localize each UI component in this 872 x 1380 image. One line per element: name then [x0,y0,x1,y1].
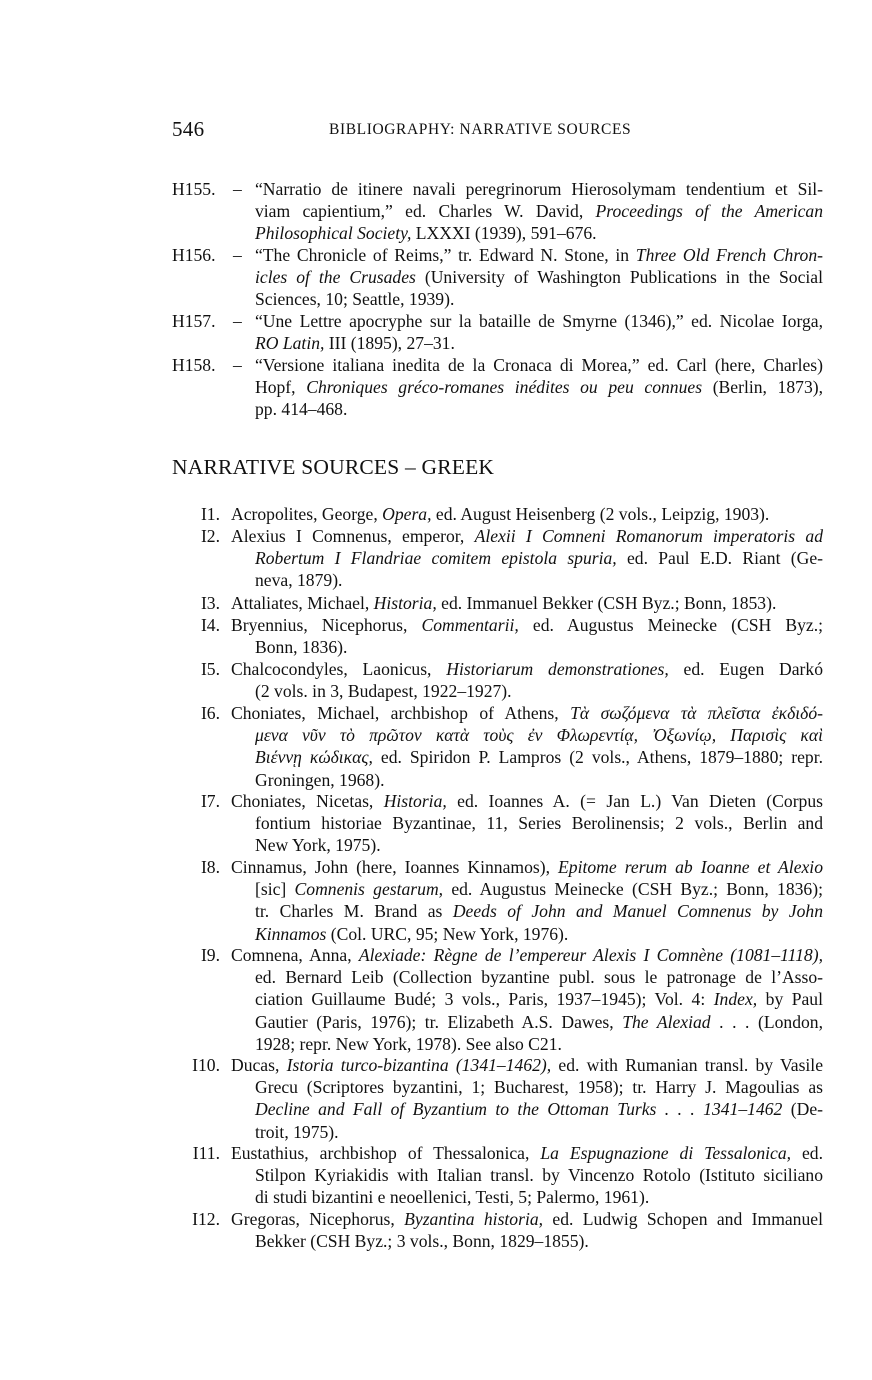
entry-text: ed. Paul E.D. Riant (Ge- [616,548,823,569]
entry-line [231,944,823,966]
entry-text: neva, 1879). [255,570,343,591]
entry-line [231,1208,823,1230]
bibliography-entry [231,1142,823,1209]
entry-line [231,878,823,900]
entry-text: 1928; repr. New York, 1978). See also C21. [255,1033,562,1054]
entry-text: Comnena, Anna, [231,945,359,965]
entry-line [231,525,823,547]
entry-text: ed. Immanuel Bekker (CSH Byz.; Bonn, 1853). [436,593,777,613]
entry-text: ed. Ludwig Schopen and Immanuel [543,1209,823,1229]
entry-text: ed. Augustus Meinecke (CSH Byz.; [518,615,823,635]
entry-text: Sciences, 10; Seattle, 1939). [255,289,455,310]
entry-line [255,376,823,398]
entry-text: ciation Guillaume Budé; 3 vols., Paris, 1937–1945); Vol. 4: [255,989,714,1010]
entry-text: LXXXI (1939), 591–676. [411,223,597,244]
entry-line [231,769,823,791]
italic-title-text: Robertum I Flandriae comitem epistola spuria, [255,548,617,569]
entry-dash: – [233,355,242,375]
entry-text: ed. Augustus Meinecke (CSH Byz.; Bonn, 1836); [443,879,823,900]
entry-text: Stilpon Kyriakidis with Italian transl. by Vincenzo Rotolo (Istituto siciliano [255,1165,823,1186]
entry-line [231,1011,823,1033]
entry-line [231,812,823,834]
entry-text: ed. Bernard Leib (Collection byzantine publ. sous le patronage de l’Asso- [255,967,823,988]
bibliography-entry [255,178,823,245]
bibliography-entry [231,503,823,525]
italic-title-text: Historia, [383,791,447,811]
italic-title-text: Istoria turco-bizantina (1341–1462), [286,1055,552,1075]
entry-text: ed. Spiridon P. Lampros (2 vols., Athens, 1879–1880; repr. [372,747,823,768]
italic-title-text: Kinnamos [255,923,327,944]
entry-line [231,900,823,922]
entry-line [255,222,823,244]
entry-text: “Une Lettre apocryphe sur la bataille de Smyrne (1346),” ed. Nicolae Iorga, [255,311,823,331]
entry-line [231,834,823,856]
entry-line [255,288,823,310]
bibliography-entry [231,702,823,791]
entry-text: Ducas, [231,1055,287,1075]
italic-title-text: Historiarum demonstrationes, [446,659,669,679]
italic-title-text: La Espugnazione di Tessalonica, [540,1143,792,1163]
entry-label: I2. [200,526,220,546]
entry-label: I8. [200,857,220,877]
entry-text: Acropolites, George, [231,504,383,524]
italic-title-text: Commentarii, [421,615,519,635]
entry-text: Chalcocondyles, Laonicus, [231,659,447,679]
italic-title-text: Proceedings of the American [595,201,823,222]
entry-line [231,1164,823,1186]
entry-line [231,1121,823,1143]
entry-line [231,636,823,658]
italic-title-text: μενα νῦν τὸ πρῶτον κατὰ τοὺς ἐν Φλωρεντίᾳ, Ὀξωνίῳ, Παρισὶς καὶ [255,725,823,746]
entry-line [231,746,823,768]
entry-line [231,547,823,569]
italic-title-text: Decline and Fall of Byzantium to the Ottoman Turks . . . 1341–1462 [255,1099,783,1120]
entry-line [231,1098,823,1120]
italic-title-text: Τὰ σωζόμενα τὰ πλεῖστα ἐκδιδό- [570,703,823,723]
entry-line [255,398,823,420]
entry-text: Groningen, 1968). [255,769,385,790]
entry-line [231,569,823,591]
entry-label: I1. [200,504,220,524]
entry-line [231,966,823,988]
entry-line [231,724,823,746]
entry-line [231,923,823,945]
entry-line [255,310,823,332]
entry-line [231,1230,823,1252]
entry-text: tr. Charles M. Brand as [255,901,453,922]
entry-text: III (1895), 27–31. [324,333,455,354]
entry-line [231,988,823,1010]
entry-text: Attaliates, Michael, [231,593,374,613]
entry-text: Gautier (Paris, 1976); tr. Elizabeth A.S. Dawes, [255,1011,623,1032]
entry-text: Alexius I Comnenus, emperor, [231,526,475,546]
italic-title-text: The Alexiad [622,1011,711,1032]
entry-line [231,1076,823,1098]
entry-text: viam capientium,” ed. Charles W. David, [255,201,596,222]
bibliography-entry [231,944,823,1055]
bibliography-entry [231,525,823,592]
entry-line [255,354,823,376]
entry-text: New York, 1975). [255,835,381,856]
entry-line [231,614,823,636]
entry-text: Eustathius, archbishop of Thessalonica, [231,1143,541,1163]
entry-line [231,702,823,724]
entry-text: Bonn, 1836). [255,637,348,658]
italic-title-text: Historia, [373,593,437,613]
italic-title-text: Opera, [382,504,432,524]
entry-line [231,503,823,525]
entry-text: Cinnamus, John (here, Ioannes Kinnamos), [231,857,559,877]
entry-text: . . . (London, [710,1011,823,1032]
italic-title-text: Three Old French Chron- [635,245,824,265]
entry-text: Gregoras, Nicephorus, [231,1209,405,1229]
bibliography-entry [255,354,823,421]
italic-title-text: Philosophical Society, [255,223,412,244]
italic-title-text: Alexii I Comneni Romanorum imperatoris ad [474,526,823,546]
italic-title-text: Alexiade: Règne de l’empereur Alexis I Comnène (1081–1118), [358,945,823,965]
bibliography-entry [255,310,823,354]
entry-text: ed. Ioannes A. (= Jan L.) Van Dieten (Corpus [446,791,823,811]
page-number: 546 [172,117,205,141]
bibliography-entry [231,1208,823,1252]
italic-title-text: Chroniques gréco-romanes inédites ou peu connues [306,377,703,398]
entry-text: “Narratio de itinere navali peregrinorum Hierosolymam tendentium et Sil- [255,179,823,199]
entry-text: ed. [791,1143,823,1163]
bibliography-entry [231,856,823,945]
bibliography-entry [231,592,823,614]
entry-text: Bekker (CSH Byz.; 3 vols., Bonn, 1829–1855). [255,1231,589,1252]
entry-text: fontium historiae Byzantinae, 11, Series Berolinensis; 2 vols., Berlin and [255,813,823,834]
entry-line [231,680,823,702]
entry-text: (University of Washington Publications in the Social [415,267,823,288]
entry-label: H158. [172,355,216,375]
entry-label: H156. [172,245,216,265]
entry-text: (Col. URC, 95; New York, 1976). [326,923,569,944]
entry-text: troit, 1975). [255,1121,339,1142]
entry-label: I6. [200,703,220,723]
bibliography-entry [255,244,823,311]
bibliography-entry [231,658,823,702]
entry-label: I7. [200,791,220,811]
entry-label: I11. [192,1143,220,1163]
entry-dash: – [233,311,242,331]
entry-line [255,332,823,354]
italic-title-text: Deeds of John and Manuel Comnenus by John [452,901,823,922]
entry-dash: – [233,245,242,265]
entry-text: ed. Eugen Darkó [668,659,823,679]
entry-text: ed. with Rumanian transl. by Vasile [551,1055,824,1075]
entry-text: “The Chronicle of Reims,” tr. Edward N. Stone, in [255,245,636,265]
bibliography-entry [231,614,823,658]
italic-title-text: Comnenis gestarum, [294,879,444,900]
bibliography-entry [231,790,823,857]
italic-title-text: Index, [713,989,758,1010]
italic-title-text: RO Latin, [255,333,325,354]
entry-line [231,658,823,680]
entry-label: I5. [200,659,220,679]
entry-line [231,1186,823,1208]
entry-line [231,592,823,614]
entry-text: “Versione italiana inedita de la Cronaca di Morea,” ed. Carl (here, Charles) [255,355,823,375]
entry-line [231,1142,823,1164]
entry-text: di studi bizantini e neoellenici, Testi, 5; Palermo, 1961). [255,1187,650,1208]
section-heading: NARRATIVE SOURCES – GREEK [172,455,495,479]
bibliography-entry [231,1054,823,1143]
entry-label: H157. [172,311,216,331]
entry-line [231,1033,823,1055]
italic-title-text: Byzantina historia, [404,1209,544,1229]
entry-text: [sic] [255,879,295,900]
entry-line [255,244,823,266]
entry-text: Choniates, Michael, archbishop of Athens, [231,703,571,723]
entry-text: Choniates, Nicetas, [231,791,384,811]
entry-text: (2 vols. in 3, Budapest, 1922–1927). [255,681,512,702]
entry-line [255,178,823,200]
entry-label: I3. [200,593,220,613]
entry-line [255,266,823,288]
italic-title-text: Βιέννῃ κώδικας, [255,747,373,768]
entry-label: H155. [172,179,216,199]
entry-text: (Berlin, 1873), [702,377,824,398]
entry-line [231,790,823,812]
entry-text: Bryennius, Nicephorus, [231,615,422,635]
entry-line [231,856,823,878]
entry-text: (De- [782,1099,823,1120]
entry-label: I9. [200,945,220,965]
entry-text: Hopf, [255,377,307,398]
entry-text: pp. 414–468. [255,399,348,420]
entry-label: I10. [192,1055,220,1075]
entry-text: Grecu (Scriptores byzantini, 1; Bucharest, 1958); tr. Harry J. Magoulias as [255,1077,823,1098]
entry-dash: – [233,179,242,199]
italic-title-text: Epitome rerum ab Ioanne et Alexio [558,857,823,877]
entry-label: I4. [200,615,220,635]
italic-title-text: icles of the Crusades [255,267,416,288]
entry-line [255,200,823,222]
running-head: BIBLIOGRAPHY: NARRATIVE SOURCES [329,121,632,138]
entry-text: by Paul [757,989,823,1010]
entry-label: I12. [192,1209,220,1229]
entry-line [231,1054,823,1076]
entry-text: ed. August Heisenberg (2 vols., Leipzig, 1903). [431,504,770,524]
